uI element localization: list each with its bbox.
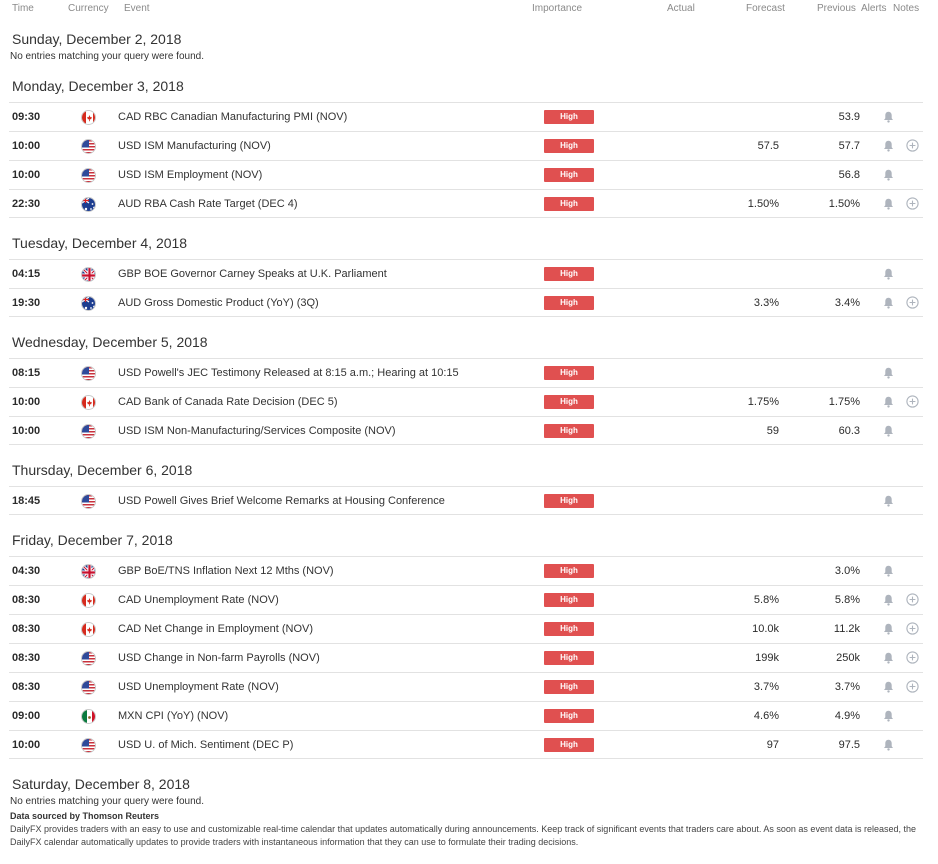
event-row[interactable] (9, 102, 923, 131)
usd-flag-icon (81, 139, 96, 154)
bell-icon[interactable] (883, 652, 894, 664)
forecast-value: 3.3% (753, 297, 779, 309)
add-note-icon[interactable] (906, 197, 919, 210)
importance-badge: High (544, 564, 594, 578)
forecast-value: 97 (766, 739, 779, 751)
importance-badge: High (544, 395, 594, 409)
bell-icon[interactable] (883, 198, 894, 210)
previous-value: 56.8 (838, 169, 860, 181)
event-name[interactable]: AUD RBA Cash Rate Target (DEC 4) (118, 198, 298, 210)
importance-badge: High (544, 139, 594, 153)
header-forecast[interactable]: Forecast (746, 3, 785, 14)
add-note-icon[interactable] (906, 622, 919, 635)
usd-flag-icon (81, 424, 96, 439)
bell-icon[interactable] (883, 367, 894, 379)
importance-badge: High (544, 680, 594, 694)
event-row[interactable] (9, 614, 923, 643)
importance-badge: High (544, 651, 594, 665)
gbp-flag-icon (81, 267, 96, 282)
event-time: 08:30 (12, 681, 41, 693)
header-notes: Notes (893, 3, 920, 14)
previous-value: 3.4% (834, 297, 860, 309)
importance-badge: High (544, 110, 594, 124)
event-time: 09:00 (12, 710, 41, 722)
importance-badge: High (544, 494, 594, 508)
bell-icon[interactable] (883, 739, 894, 751)
bell-icon[interactable] (883, 396, 894, 408)
event-name[interactable]: GBP BOE Governor Carney Speaks at U.K. Parliament (118, 268, 387, 280)
economic-calendar (0, 28, 938, 820)
bell-icon[interactable] (883, 495, 894, 507)
event-name[interactable]: USD Change in Non-farm Payrolls (NOV) (118, 652, 320, 664)
event-row[interactable] (9, 189, 923, 218)
previous-value: 4.9% (834, 710, 860, 722)
event-row[interactable] (9, 160, 923, 189)
header-currency[interactable]: Currency (68, 3, 109, 14)
event-row[interactable] (9, 416, 923, 445)
event-name[interactable]: GBP BoE/TNS Inflation Next 12 Mths (NOV) (118, 565, 334, 577)
forecast-value: 199k (755, 652, 779, 664)
event-list (0, 486, 938, 515)
event-name[interactable]: CAD Net Change in Employment (NOV) (118, 623, 314, 635)
footer (10, 810, 928, 849)
event-time: 08:30 (12, 594, 41, 606)
forecast-value: 57.5 (757, 140, 779, 152)
previous-value: 53.9 (838, 111, 860, 123)
event-name[interactable]: CAD RBC Canadian Manufacturing PMI (NOV) (118, 111, 348, 123)
event-row[interactable] (9, 672, 923, 701)
event-name[interactable]: USD U. of Mich. Sentiment (DEC P) (118, 739, 294, 751)
add-note-icon[interactable] (906, 139, 919, 152)
event-row[interactable] (9, 259, 923, 288)
bell-icon[interactable] (883, 268, 894, 280)
add-note-icon[interactable] (906, 395, 919, 408)
aud-flag-icon (81, 197, 96, 212)
forecast-value: 59 (766, 425, 779, 437)
header-alerts: Alerts (861, 3, 887, 14)
previous-value: 1.50% (828, 198, 860, 210)
header-time[interactable]: Time (12, 3, 34, 14)
no-entries-message: No entries matching your query were found. (10, 796, 204, 807)
bell-icon[interactable] (883, 111, 894, 123)
day-title: Thursday, December 6, 2018 (12, 462, 193, 478)
importance-badge: High (544, 593, 594, 607)
previous-value: 97.5 (838, 739, 860, 751)
event-time: 19:30 (12, 297, 41, 309)
importance-badge: High (544, 267, 594, 281)
day-title: Wednesday, December 5, 2018 (12, 334, 208, 350)
forecast-value: 4.6% (753, 710, 779, 722)
bell-icon[interactable] (883, 710, 894, 722)
mxn-flag-icon (81, 709, 96, 724)
previous-value: 60.3 (838, 425, 860, 437)
usd-flag-icon (81, 168, 96, 183)
header-actual[interactable]: Actual (667, 3, 695, 14)
header-importance[interactable]: Importance (532, 3, 583, 14)
event-name[interactable]: USD ISM Non-Manufacturing/Services Composite (NOV) (118, 425, 396, 437)
event-row[interactable] (9, 585, 923, 614)
event-row[interactable] (9, 288, 923, 317)
bell-icon[interactable] (883, 425, 894, 437)
day-title: Friday, December 7, 2018 (12, 532, 173, 548)
importance-badge: High (544, 424, 594, 438)
event-time: 04:30 (12, 565, 41, 577)
cad-flag-icon (81, 622, 96, 637)
event-list (0, 556, 938, 759)
event-time: 04:15 (12, 268, 41, 280)
importance-badge: High (544, 709, 594, 723)
add-note-icon[interactable] (906, 651, 919, 664)
previous-value: 57.7 (838, 140, 860, 152)
bell-icon[interactable] (883, 681, 894, 693)
column-header (0, 0, 938, 18)
forecast-value: 3.7% (753, 681, 779, 693)
add-note-icon[interactable] (906, 296, 919, 309)
usd-flag-icon (81, 494, 96, 509)
bell-icon[interactable] (883, 297, 894, 309)
event-row[interactable] (9, 358, 923, 387)
event-list (0, 259, 938, 317)
usd-flag-icon (81, 738, 96, 753)
add-note-icon[interactable] (906, 680, 919, 693)
bell-icon[interactable] (883, 565, 894, 577)
event-time: 08:15 (12, 367, 41, 379)
previous-value: 3.7% (834, 681, 860, 693)
cad-flag-icon (81, 395, 96, 410)
event-row[interactable] (9, 701, 923, 730)
usd-flag-icon (81, 651, 96, 666)
event-name[interactable]: CAD Unemployment Rate (NOV) (118, 594, 279, 606)
event-time: 18:45 (12, 495, 41, 507)
bell-icon[interactable] (883, 169, 894, 181)
event-name[interactable]: USD Powell Gives Brief Welcome Remarks at Housing Conference (118, 495, 445, 507)
importance-badge: High (544, 168, 594, 182)
usd-flag-icon (81, 680, 96, 695)
day-title: Tuesday, December 4, 2018 (12, 235, 188, 251)
event-name[interactable]: CAD Bank of Canada Rate Decision (DEC 5) (118, 396, 338, 408)
event-time: 08:30 (12, 623, 41, 635)
previous-value: 1.75% (828, 396, 860, 408)
event-time: 10:00 (12, 396, 41, 408)
event-row[interactable] (9, 131, 923, 160)
aud-flag-icon (81, 296, 96, 311)
bell-icon[interactable] (883, 623, 894, 635)
day-title: Monday, December 3, 2018 (12, 78, 184, 94)
event-time: 08:30 (12, 652, 41, 664)
importance-badge: High (544, 738, 594, 752)
forecast-value: 5.8% (753, 594, 779, 606)
header-event[interactable]: Event (124, 3, 150, 14)
forecast-value: 1.75% (747, 396, 779, 408)
cad-flag-icon (81, 593, 96, 608)
event-name[interactable]: USD ISM Employment (NOV) (118, 169, 263, 181)
event-row[interactable] (9, 486, 923, 515)
event-time: 22:30 (12, 198, 41, 210)
event-name[interactable]: USD Powell's JEC Testimony Released at 8:15 a.m.; Hearing at 10:15 (118, 367, 459, 379)
add-note-icon[interactable] (906, 593, 919, 606)
event-row[interactable] (9, 387, 923, 416)
data-source: Data sourced by Thomson Reuters (10, 811, 160, 821)
day-title: Sunday, December 2, 2018 (12, 31, 182, 47)
event-time: 09:30 (12, 111, 41, 123)
event-row[interactable] (9, 556, 923, 585)
previous-value: 5.8% (834, 594, 860, 606)
forecast-value: 1.50% (747, 198, 779, 210)
importance-badge: High (544, 622, 594, 636)
previous-value: 11.2k (833, 623, 860, 635)
importance-badge: High (544, 296, 594, 310)
cad-flag-icon (81, 110, 96, 125)
event-time: 10:00 (12, 169, 41, 181)
event-name[interactable]: AUD Gross Domestic Product (YoY) (3Q) (118, 297, 319, 309)
footer-description: DailyFX provides traders with an easy to use and customizable real-time calendar that updates automatically during announcements. Keep track of significant events that traders care about. As soon as event data is released, the DailyFX calendar automatically updates to provide traders with instantaneous information that they can use to formulate their trading decisions. (10, 824, 917, 847)
event-time: 10:00 (12, 739, 41, 751)
event-row[interactable] (9, 643, 923, 672)
no-entries-message: No entries matching your query were found. (10, 51, 204, 62)
usd-flag-icon (81, 366, 96, 381)
event-name[interactable]: MXN CPI (YoY) (NOV) (118, 710, 229, 722)
bell-icon[interactable] (883, 594, 894, 606)
previous-value: 3.0% (834, 565, 860, 577)
event-name[interactable]: USD Unemployment Rate (NOV) (118, 681, 279, 693)
event-time: 10:00 (12, 140, 41, 152)
event-name[interactable]: USD ISM Manufacturing (NOV) (118, 140, 271, 152)
event-row[interactable] (9, 730, 923, 759)
previous-value: 250k (836, 652, 860, 664)
event-list (0, 102, 938, 218)
gbp-flag-icon (81, 564, 96, 579)
importance-badge: High (544, 197, 594, 211)
day-title: Saturday, December 8, 2018 (12, 776, 190, 792)
event-list (0, 358, 938, 445)
bell-icon[interactable] (883, 140, 894, 152)
forecast-value: 10.0k (752, 623, 779, 635)
importance-badge: High (544, 366, 594, 380)
header-previous[interactable]: Previous (817, 3, 856, 14)
event-time: 10:00 (12, 425, 41, 437)
